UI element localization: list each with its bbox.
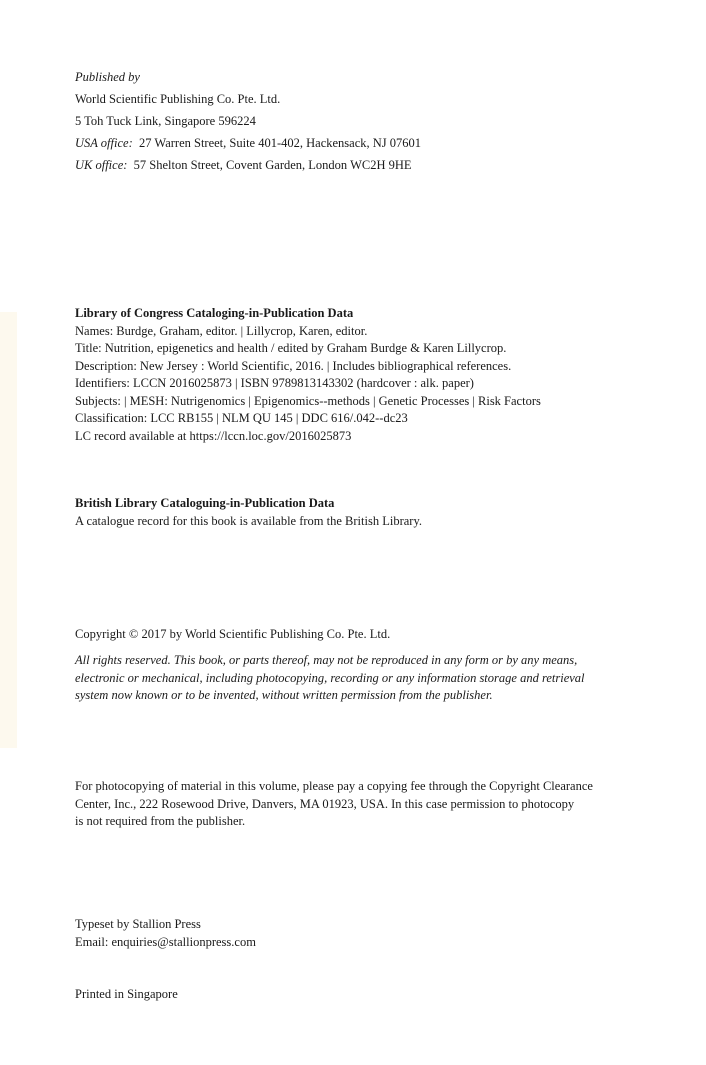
loc-heading: Library of Congress Cataloging-in-Publication Data bbox=[75, 306, 354, 320]
photocopy-line: For photocopying of material in this volume, please pay a copying fee through the Copyright Clearance bbox=[75, 779, 593, 793]
bl-text: A catalogue record for this book is available from the British Library. bbox=[75, 513, 423, 528]
loc-description: Description: New Jersey : World Scientific, 2016. | Includes bibliographical references. bbox=[75, 358, 512, 373]
rights-line: system now known or to be invented, without written permission from the publisher. bbox=[75, 688, 493, 702]
rights-line: electronic or mechanical, including photocopying, recording or any information storage and retrieval bbox=[75, 670, 585, 685]
rights-line: All rights reserved. This book, or parts thereof, may not be reproduced in any form or by any means, bbox=[75, 653, 578, 667]
uk-office-address: 57 Shelton Street, Covent Garden, London WC2H 9HE bbox=[133, 158, 412, 172]
usa-office bbox=[75, 132, 675, 154]
uk-office bbox=[75, 154, 675, 176]
copyright-notice bbox=[75, 625, 675, 643]
copyright-text: Copyright © 2017 by World Scientific Publishing Co. Pte. Ltd. bbox=[75, 627, 391, 641]
uk-office-label: UK office: bbox=[75, 158, 128, 172]
published-by-heading: Published by bbox=[75, 70, 140, 84]
photocopy-notice bbox=[75, 778, 675, 831]
loc-classification: Classification: LCC RB155 | NLM QU 145 | DDC 616/.042--dc23 bbox=[75, 411, 408, 425]
bl-cip-data bbox=[75, 495, 675, 530]
loc-record-link: LC record available at https://lccn.loc.gov/2016025873 bbox=[75, 428, 352, 443]
photocopy-line: Center, Inc., 222 Rosewood Drive, Danvers, MA 01923, USA. In this case permission to photocopy bbox=[75, 796, 575, 811]
typeset-email: Email: enquiries@stallionpress.com bbox=[75, 934, 256, 949]
publisher-address: 5 Toh Tuck Link, Singapore 596224 bbox=[75, 114, 256, 128]
printed-in bbox=[75, 985, 675, 1003]
usa-office-label: USA office: bbox=[75, 136, 133, 150]
usa-office-address: 27 Warren Street, Suite 401-402, Hackensack, NJ 07601 bbox=[139, 136, 422, 150]
rights-reserved bbox=[75, 652, 675, 705]
bl-heading: British Library Cataloguing-in-Publication Data bbox=[75, 496, 335, 510]
publisher-name: World Scientific Publishing Co. Pte. Ltd. bbox=[75, 92, 281, 106]
typeset-info bbox=[75, 916, 675, 951]
typeset-by: Typeset by Stallion Press bbox=[75, 917, 201, 931]
loc-subjects: Subjects: | MESH: Nutrigenomics | Epigenomics--methods | Genetic Processes | Risk Factors bbox=[75, 393, 541, 408]
printed-text: Printed in Singapore bbox=[75, 987, 178, 1001]
page-edge-strip bbox=[0, 312, 17, 748]
loc-identifiers: Identifiers: LCCN 2016025873 | ISBN 9789813143302 (hardcover : alk. paper) bbox=[75, 376, 474, 390]
loc-cip-data bbox=[75, 305, 675, 445]
loc-title: Title: Nutrition, epigenetics and health / edited by Graham Burdge & Karen Lillycrop. bbox=[75, 341, 507, 355]
publisher-info bbox=[75, 66, 675, 176]
loc-names: Names: Burdge, Graham, editor. | Lillycrop, Karen, editor. bbox=[75, 323, 368, 338]
photocopy-line: is not required from the publisher. bbox=[75, 814, 246, 828]
